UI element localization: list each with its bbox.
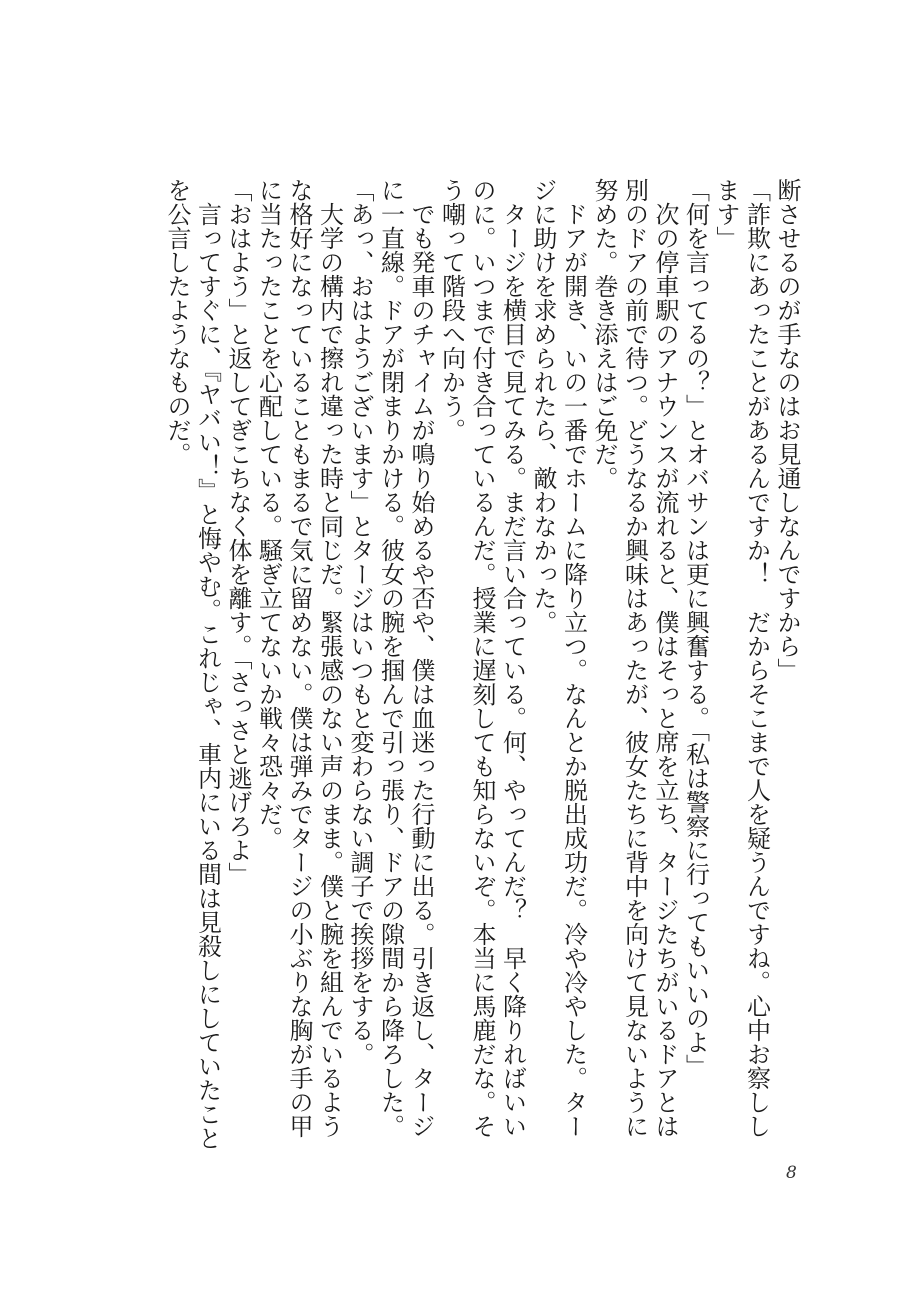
paragraph-10: 「おはよう」と返してぎこちなく体を離す。「さっさと逃げろよ」 (224, 178, 252, 886)
paragraph-5: ドアが開き、いの一番でホームに降り立つ。なんとか脱出成功だ。冷や冷やした。タージに助けを求められたら、敵わなかった。 (529, 178, 588, 1138)
paragraph-11: 言ってすぐに、『ヤバい！』と悔やむ。これじゃ、車内にいる間は見殺しにしていたことを公言したようなものだ。 (163, 178, 222, 1150)
paragraph-3: 「何を言ってるの？」とオバサンは更に興奮する。「私は警察に行ってもいいのよ」 (681, 178, 710, 1078)
paragraph-4: 次の停車駅のアナウンスが流れると、僕はそっと席を立ち、タージたちがいるドアとは別のドアの前で待つ。どうなるか興味はあったが、彼女たちに背中を向けて見ないように努めた。巻き添えはご免だ。 (590, 178, 679, 1138)
paragraph-7: でも発車のチャイムが鳴り始めるや否や、僕は血迷った行動に出る。引き返し、タージに一直線。ドアが閉まりかける。彼女の腕を掴んで引っ張り、ドアの隙間から降ろした。 (376, 178, 435, 1138)
paragraph-6: タージを横目で見てみる。まだ言い合っている。何、やってんだ？ 早く降りればいいのに。いつまで付き合っているんだ。授業に遅刻しても知らないぞ。本当に馬鹿だな。そう嘲って階段へ向かう。 (437, 178, 527, 1138)
paragraph-8: 「あっ、おはようございます」とタージはいつもと変わらない調子で挨拶をする。 (346, 178, 374, 1066)
page-number: 8 (786, 1163, 797, 1183)
paragraph-2: 「詐欺にあったことがあるんですか！ だからそこまで人を疑うんですね。心中お察しします」 (712, 178, 771, 1138)
paragraph-1: 断させるのが手なのはお見通しなんですから」 (773, 178, 801, 682)
vertical-text-body (112, 178, 802, 1158)
paragraph-9: 大学の構内で擦れ違った時と同じだ。緊張感のない声のまま。僕と腕を組んでいるような格好になっていることもまるで気に留めない。僕は弾みでタージの小ぶりな胸が手の甲に当たったことを心配している。騒ぎ立てないか戦々恐々だ。 (254, 178, 344, 1138)
